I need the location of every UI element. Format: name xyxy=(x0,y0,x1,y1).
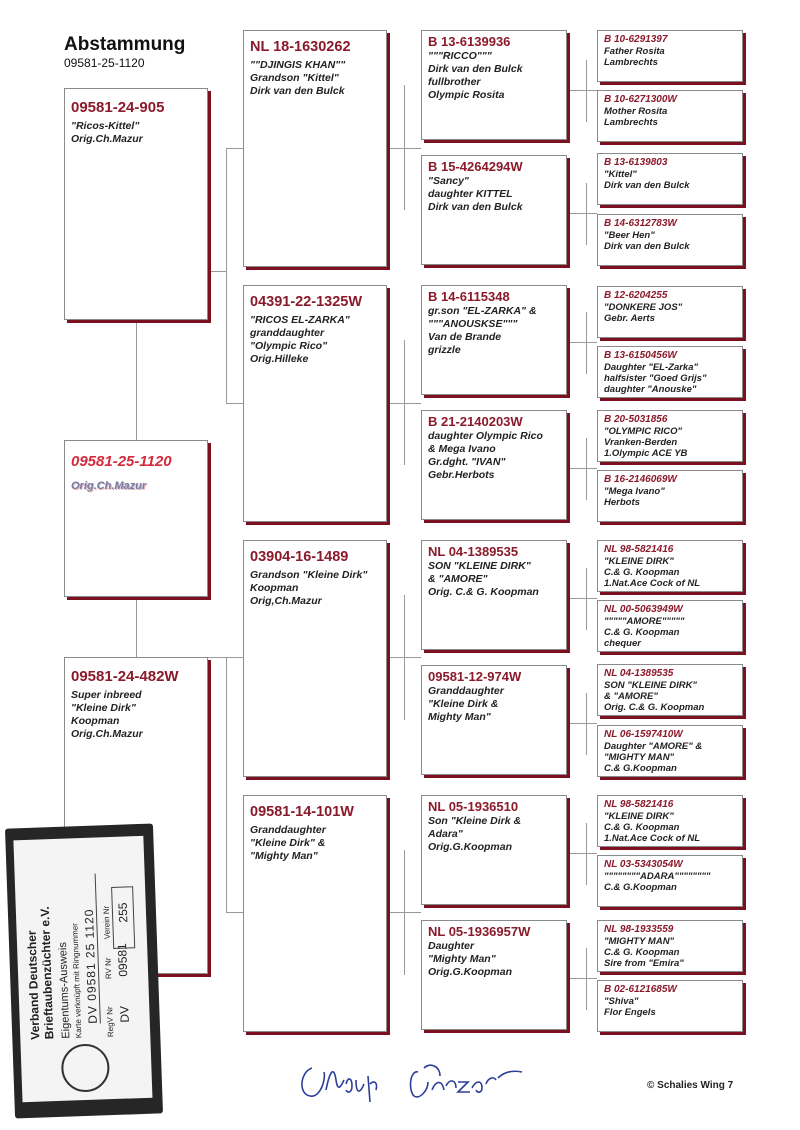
connector xyxy=(586,312,587,374)
ancestor-box xyxy=(597,470,743,522)
connector xyxy=(586,823,587,885)
connector xyxy=(567,598,597,599)
connector xyxy=(136,318,137,440)
copyright-note: © Schalies Wing 7 xyxy=(647,1080,734,1091)
pigeon-info: Orig.G.Koopman xyxy=(428,841,512,853)
pigeon-info: Lambrechts xyxy=(604,117,658,128)
pigeon-info: Mother Rosita xyxy=(604,106,668,117)
ancestor-box xyxy=(597,286,743,338)
ring-number: NL 05-1936510 xyxy=(428,799,519,814)
ring-number: B 13-6139936 xyxy=(428,34,511,49)
ancestor-box xyxy=(597,90,743,142)
pigeon-info: Dirk van den Bulck xyxy=(250,85,345,97)
ring-number: 03904-16-1489 xyxy=(250,549,349,565)
ring-number: B 14-6312783W xyxy=(604,218,677,229)
pigeon-info: """RICCO""" xyxy=(428,50,492,62)
pigeon-info: Father Rosita xyxy=(604,46,665,57)
pigeon-info: Orig.G.Koopman xyxy=(428,966,512,978)
pigeon-info: "Shiva" xyxy=(604,996,639,1007)
ring-number: 09581-24-482W xyxy=(71,668,179,685)
ring-number: 09581-24-905 xyxy=(71,99,165,116)
ancestor-box xyxy=(597,980,743,1032)
pigeon-info: Dirk van den Bulck xyxy=(428,63,523,75)
great-grandparent-box xyxy=(421,285,567,395)
pigeon-info: Orig. C.& G. Koopman xyxy=(428,586,539,598)
pigeon-info: chequer xyxy=(604,638,641,649)
connector xyxy=(208,657,226,658)
great-grandparent-box xyxy=(421,410,567,520)
pigeon-info: grizzle xyxy=(428,344,461,356)
pigeon-info: Koopman xyxy=(250,582,299,594)
card-ring-number: DV 09581 25 1120 xyxy=(81,874,101,1024)
connector xyxy=(586,693,587,755)
ownership-card-content xyxy=(13,836,152,1102)
pigeon-info: Koopman xyxy=(71,715,120,727)
ring-number: NL 04-1389535 xyxy=(604,668,674,679)
subject-ring-number: 09581-25-1120 xyxy=(71,453,172,470)
pigeon-info: """"""""ADARA"""""""" xyxy=(604,871,711,882)
ring-number: 09581-14-101W xyxy=(250,804,354,820)
ring-number: B 02-6121685W xyxy=(604,984,677,995)
grandparent-box xyxy=(243,795,387,1032)
pigeon-info: Dirk van den Bulck xyxy=(604,180,690,191)
ring-number: NL 98-5821416 xyxy=(604,544,674,555)
pigeon-info: "Kittel" xyxy=(604,169,637,180)
ancestor-box xyxy=(597,346,743,398)
card-rv-label: RV Nr xyxy=(103,957,114,980)
great-grandparent-box xyxy=(421,665,567,775)
great-grandparent-box xyxy=(421,920,567,1030)
ancestor-box xyxy=(597,600,743,652)
ancestor-box xyxy=(597,795,743,847)
connector xyxy=(226,403,243,404)
card-org-name: Verband Deutscher xyxy=(24,930,43,1040)
association-logo-icon xyxy=(61,1043,111,1093)
connector xyxy=(387,657,421,658)
pigeon-info: "MIGHTY MAN" xyxy=(604,752,675,763)
pigeon-info: "Mega Ivano" xyxy=(604,486,665,497)
card-rv-value: 09581 xyxy=(115,943,131,977)
ring-number: NL 00-5063949W xyxy=(604,604,683,615)
connector xyxy=(567,853,597,854)
pigeon-info: gr.son "EL-ZARKA" & xyxy=(428,305,537,317)
pigeon-info: 1.Olympic ACE YB xyxy=(604,448,688,459)
owner-signature xyxy=(290,1050,540,1110)
pigeon-info: "Kleine Dirk & xyxy=(428,698,499,710)
card-verein-value: 255 xyxy=(115,902,131,923)
ring-number: NL 03-5343054W xyxy=(604,859,683,870)
ancestor-box xyxy=(597,855,743,907)
pigeon-info: "KLEINE DIRK" xyxy=(604,811,674,822)
pigeon-info: ""DJINGIS KHAN"" xyxy=(250,59,346,71)
pigeon-info: "Kleine Dirk" & xyxy=(250,837,326,849)
ring-number: NL 98-1933559 xyxy=(604,924,674,935)
ring-number: NL 04-1389535 xyxy=(428,544,519,559)
pigeon-info: """ANOUSKSE""" xyxy=(428,318,518,330)
pigeon-info: Orig,Ch.Mazur xyxy=(250,595,322,607)
pigeon-info: C.& G. Koopman xyxy=(604,627,680,638)
pigeon-info: "Beer Hen" xyxy=(604,230,655,241)
ring-number: B 10-6291397 xyxy=(604,34,668,45)
pigeon-info: Gr.dght. "IVAN" xyxy=(428,456,506,468)
pigeon-info: Dirk van den Bulck xyxy=(428,201,523,213)
great-grandparent-box xyxy=(421,155,567,265)
connector xyxy=(226,148,243,149)
pigeon-info: Lambrechts xyxy=(604,57,658,68)
pigeon-info: Sire from "Emira" xyxy=(604,958,684,969)
ancestor-box xyxy=(597,214,743,266)
card-regv-label: RegV Nr xyxy=(105,1006,116,1038)
pigeon-info: Grandson "Kleine Dirk" xyxy=(250,569,368,581)
ring-number: B 12-6204255 xyxy=(604,290,668,301)
pigeon-info: Flor Engels xyxy=(604,1007,656,1018)
ring-number: 04391-22-1325W xyxy=(250,294,363,310)
pigeon-info: C.& G. Koopman xyxy=(604,947,680,958)
pigeon-info: Olympic Rosita xyxy=(428,89,505,101)
pigeon-info: Orig.Hilleke xyxy=(250,353,309,365)
ancestor-box xyxy=(597,153,743,205)
sire-box xyxy=(64,88,208,320)
connector xyxy=(586,183,587,245)
pigeon-info: Granddaughter xyxy=(428,685,504,697)
ring-number: B 10-6271300W xyxy=(604,94,677,105)
ring-number: B 13-6150456W xyxy=(604,350,677,361)
pigeon-info: Granddaughter xyxy=(250,824,326,836)
pigeon-info: SON "KLEINE DIRK" xyxy=(428,560,531,572)
pigeon-info: daughter Olympic Rico xyxy=(428,430,543,442)
connector xyxy=(387,912,421,913)
ring-number: NL 18-1630262 xyxy=(250,39,351,55)
ownership-card-paper xyxy=(13,836,152,1102)
pigeon-info: C.& G.Koopman xyxy=(604,763,677,774)
connector xyxy=(136,597,137,657)
pigeon-info: Orig. C.& G. Koopman xyxy=(604,702,705,713)
connector xyxy=(567,90,597,91)
ring-number: B 21-2140203W xyxy=(428,414,523,429)
ancestor-box xyxy=(597,920,743,972)
page-title: Abstammung xyxy=(64,34,186,55)
pigeon-info: & "AMORE" xyxy=(428,573,488,585)
connector xyxy=(387,403,421,404)
pigeon-info: C.& G.Koopman xyxy=(604,882,677,893)
connector xyxy=(586,948,587,1010)
pigeon-info: C.& G. Koopman xyxy=(604,822,680,833)
ring-number: B 14-6115348 xyxy=(428,289,510,304)
ancestor-box xyxy=(597,410,743,462)
subject-box xyxy=(64,440,208,597)
pigeon-info: Gebr.Herbots xyxy=(428,469,495,481)
pigeon-info: "OLYMPIC RICO" xyxy=(604,426,682,437)
pigeon-info: Daughter xyxy=(428,940,475,952)
pigeon-info: Daughter "AMORE" & xyxy=(604,741,703,752)
grandparent-box xyxy=(243,30,387,267)
pigeon-info: & "AMORE" xyxy=(604,691,658,702)
pigeon-info: Vranken-Berden xyxy=(604,437,678,448)
card-regv-value: DV xyxy=(117,1005,132,1023)
pigeon-info: "DONKERE JOS" xyxy=(604,302,683,313)
pigeon-info: 1.Nat.Ace Cock of NL xyxy=(604,833,701,844)
ancestor-box xyxy=(597,540,743,592)
ring-number: 09581-12-974W xyxy=(428,669,522,684)
pigeon-info: granddaughter xyxy=(250,327,325,339)
pigeon-info: daughter "Anouske" xyxy=(604,384,697,395)
connector xyxy=(226,912,243,913)
connector xyxy=(567,342,597,343)
pigeon-info: "Ricos-Kittel" xyxy=(71,120,140,132)
ownership-card xyxy=(5,824,163,1119)
ring-number: NL 05-1936957W xyxy=(428,924,531,939)
pigeon-info: Van de Brande xyxy=(428,331,502,343)
pigeon-info: Grandson "Kittel" xyxy=(250,72,339,84)
connector xyxy=(208,271,226,272)
card-verein-label: Verein Nr xyxy=(101,905,112,940)
connector xyxy=(567,978,597,979)
pigeon-info: "Mighty Man" xyxy=(428,953,496,965)
page-subtitle: 09581-25-1120 xyxy=(64,56,145,70)
pigeon-info: "MIGHTY MAN" xyxy=(604,936,675,947)
connector xyxy=(586,568,587,630)
pigeon-info: Super inbreed xyxy=(71,689,142,701)
ring-number: NL 06-1597410W xyxy=(604,729,683,740)
grandparent-box xyxy=(243,540,387,777)
pigeon-info: "RICOS EL-ZARKA" xyxy=(250,314,350,326)
connector xyxy=(226,657,243,658)
connector xyxy=(567,723,597,724)
pigeon-info: SON "KLEINE DIRK" xyxy=(604,680,697,691)
connector xyxy=(567,213,597,214)
pigeon-info: Adara" xyxy=(428,828,463,840)
connector xyxy=(226,657,227,912)
great-grandparent-box xyxy=(421,540,567,650)
ancestor-box xyxy=(597,30,743,82)
card-doc-title: Eigentums-Ausweis xyxy=(56,941,73,1039)
pigeon-info: Mighty Man" xyxy=(428,711,491,723)
pigeon-info: "Olympic Rico" xyxy=(250,340,328,352)
pigeon-info: Orig.Ch.Mazur xyxy=(71,728,143,740)
pigeon-info: & Mega Ivano xyxy=(428,443,496,455)
pigeon-info: Gebr. Aerts xyxy=(604,313,655,324)
ring-number: B 20-5031856 xyxy=(604,414,668,425)
card-org-name: Brieftaubenzüchter e.V. xyxy=(37,906,57,1040)
connector xyxy=(586,438,587,500)
pigeon-info: Orig.Ch.Mazur xyxy=(71,480,147,492)
pigeon-info: "Sancy" xyxy=(428,175,469,187)
pigeon-info: "KLEINE DIRK" xyxy=(604,556,674,567)
pigeon-info: "Kleine Dirk" xyxy=(71,702,136,714)
ancestor-box xyxy=(597,664,743,716)
pigeon-info: C.& G. Koopman xyxy=(604,567,680,578)
pigeon-info: Son "Kleine Dirk & xyxy=(428,815,522,827)
ancestor-box xyxy=(597,725,743,777)
pigeon-info: Orig.Ch.Mazur xyxy=(71,133,143,145)
pigeon-info: halfsister "Goed Grijs" xyxy=(604,373,707,384)
great-grandparent-box xyxy=(421,795,567,905)
grandparent-box xyxy=(243,285,387,522)
pigeon-info: "Mighty Man" xyxy=(250,850,318,862)
pigeon-info: fullbrother xyxy=(428,76,481,88)
pigeon-info: """""AMORE""""" xyxy=(604,616,685,627)
ring-number: B 13-6139803 xyxy=(604,157,668,168)
ring-number: B 16-2146069W xyxy=(604,474,677,485)
ring-number: NL 98-5821416 xyxy=(604,799,674,810)
pigeon-info: Herbots xyxy=(604,497,640,508)
pigeon-info: Dirk van den Bulck xyxy=(604,241,690,252)
ring-number: B 15-4264294W xyxy=(428,159,523,174)
connector xyxy=(226,148,227,403)
pigeon-info: daughter KITTEL xyxy=(428,188,513,200)
connector xyxy=(586,60,587,122)
great-grandparent-box xyxy=(421,30,567,140)
pigeon-info: 1.Nat.Ace Cock of NL xyxy=(604,578,701,589)
pigeon-info: Daughter "EL-Zarka" xyxy=(604,362,698,373)
connector xyxy=(387,148,421,149)
card-linked-note: Karte verknüpft mit Ringnummer xyxy=(70,922,84,1039)
connector xyxy=(567,468,597,469)
